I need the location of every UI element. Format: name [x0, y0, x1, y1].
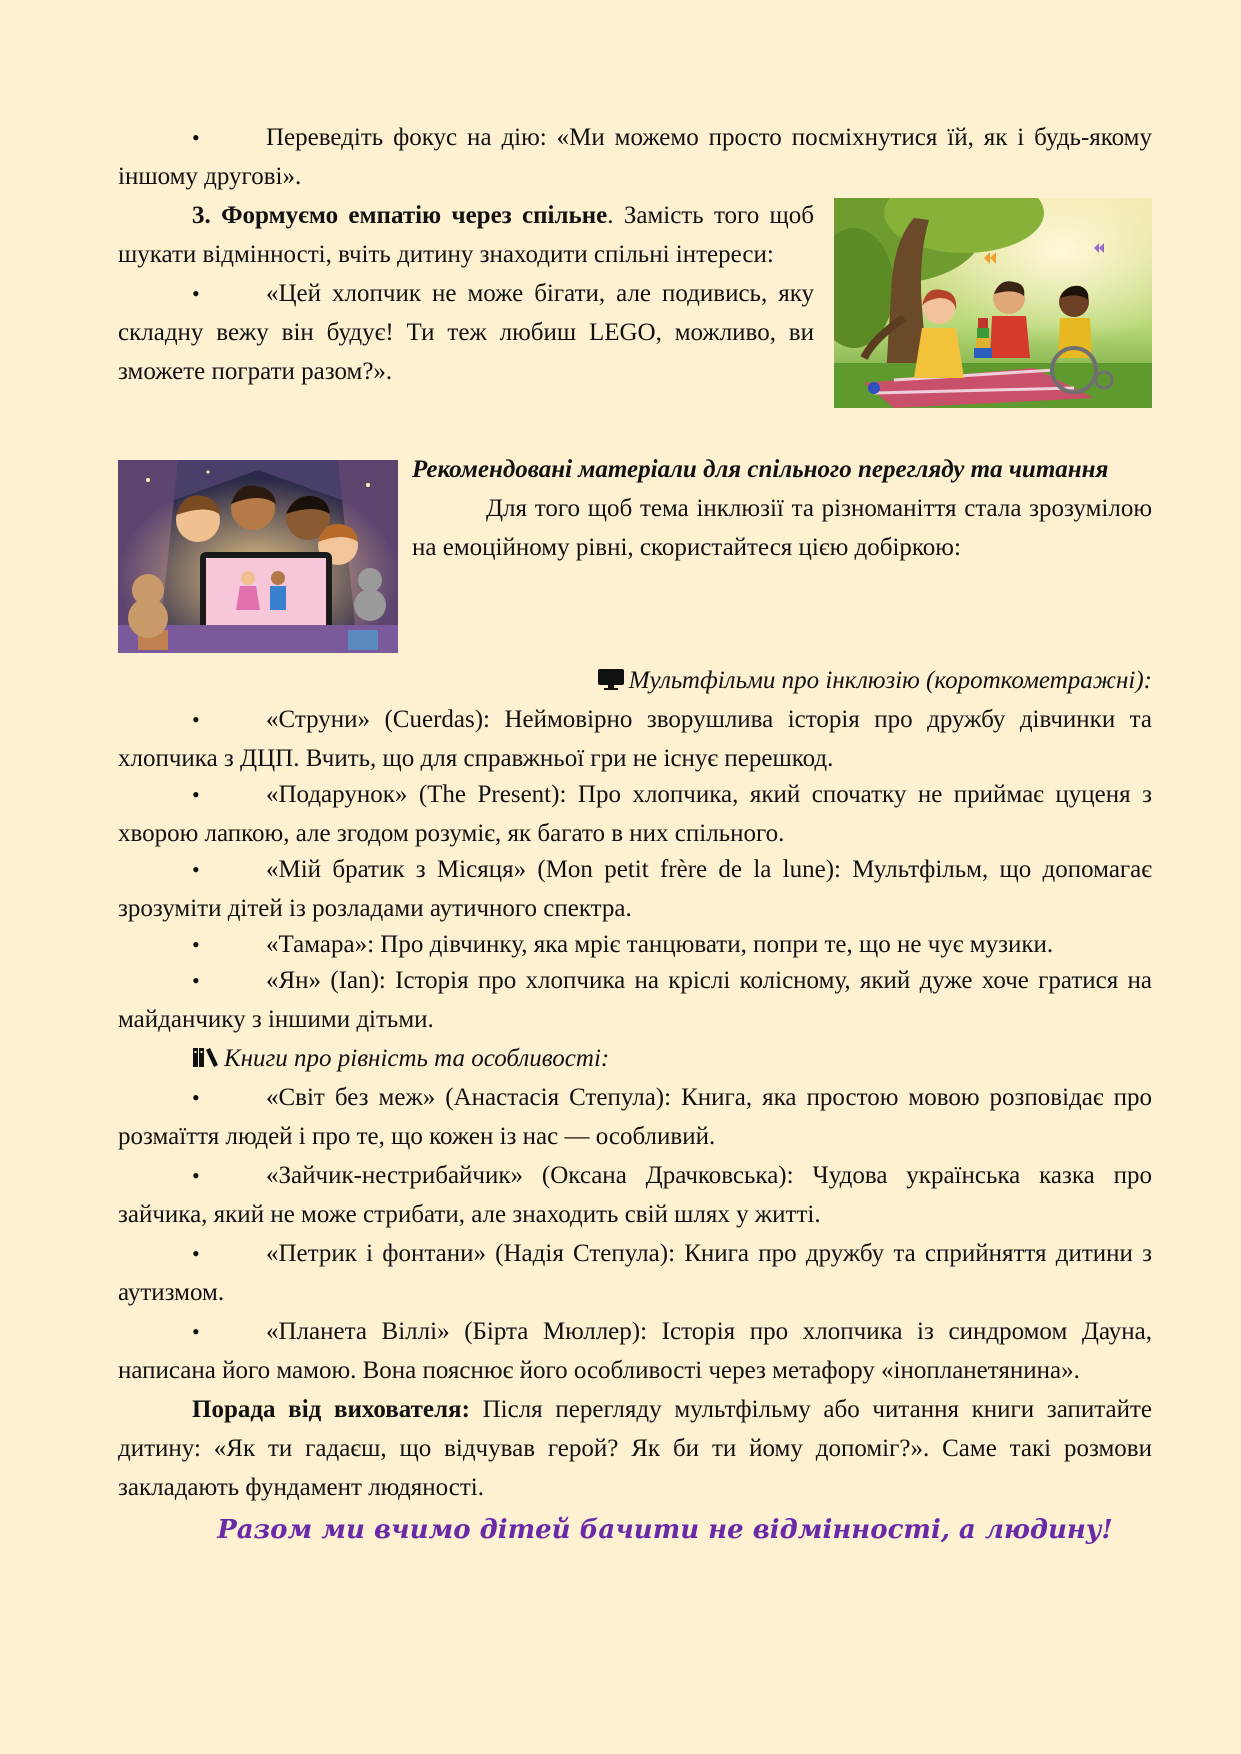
books-icon [192, 1045, 220, 1069]
bullet-dot: • [192, 1241, 200, 1266]
section3-bullet: • «Цей хлопчик не може бігати, але подивись, яку складну вежу він будує! Ти теж любиш LEGO, можливо, ви зможете пограти разом?». [118, 274, 1152, 391]
recommended-title: Рекомендовані матеріали для спільного перегляду та читання [412, 456, 1109, 483]
books-list [118, 1078, 1152, 1390]
section3-title: 3. Формуємо емпатію через спільне [192, 202, 608, 229]
page-content [118, 118, 1152, 1550]
bullet-dot: • [192, 782, 200, 807]
list-item: • «Подарунок» (The Present): Про хлопчика, який спочатку не приймає цуценя з хворою лапкою, але згодом розуміє, як багато в них спільного. [118, 775, 1152, 853]
cartoons-list [118, 700, 1152, 1039]
bullet-dot: • [192, 968, 200, 993]
list-item: • «Світ без меж» (Анастасія Степула): Книга, яка простою мовою розповідає про розмаїття людей і про те, що кожен із нас — особливий. [118, 1078, 1152, 1156]
bullet-dot: • [192, 1319, 200, 1344]
advice-paragraph: Порада від вихователя: Після перегляду мультфільму або читання книги запитайте дитину: «Як ти гадаєш, що відчував герой? Як би ти йому допоміг?». Саме такі розмови закладають фундамент людяності. [118, 1396, 1153, 1501]
advice-label: Порада від вихователя: [192, 1396, 470, 1423]
list-item: • «Петрик і фонтани» (Надія Степула): Книга про дружбу та сприйняття дитини з аутизмом. [118, 1234, 1152, 1312]
closing-slogan: Разом ми вчимо дітей бачити не відмінності, а людину! [217, 1515, 1113, 1545]
list-item: • «Ян» (Ian): Історія про хлопчика на кріслі колісному, який дуже хоче гратися на майданчику з іншими дітьми. [118, 961, 1152, 1039]
children-watching-cartoon-illustration [118, 460, 398, 653]
tv-icon [597, 667, 625, 691]
bullet-dot: • [192, 857, 200, 882]
intro-bullet: • Переведіть фокус на дію: «Ми можемо просто посміхнутися їй, як і будь-якому іншому другові». [118, 118, 1152, 196]
bullet-dot: • [192, 1163, 200, 1188]
bullet-dot: • [192, 707, 200, 732]
bullet-dot: • [192, 281, 200, 306]
list-item: • «Планета Віллі» (Бірта Мюллер): Історія про хлопчика із синдромом Дауна, написана його мамою. Вона пояснює його особливості через метафору «інопланетянина». [118, 1312, 1152, 1390]
list-item: • «Зайчик-нестрибайчик» (Оксана Драчковська): Чудова українська казка про зайчика, який не може стрибати, але знаходить свій шлях у житті. [118, 1156, 1152, 1234]
cartoons-heading: Мультфільми про інклюзію (короткометражні): [118, 661, 1152, 700]
list-item: • «Струни» (Cuerdas): Неймовірно зворушлива історія про дружбу дівчинки та хлопчика з ДЦП. Вчить, що для справжньої гри не існує перешкод. [118, 700, 1152, 778]
recommended-intro: Для того щоб тема інклюзії та різноманіття стала зрозумілою на емоційному рівні, скористайтеся цією добіркою: [412, 495, 1152, 561]
bullet-dot: • [192, 125, 200, 150]
bullet-dot: • [192, 1085, 200, 1110]
list-item: • «Тамара»: Про дівчинку, яка мріє танцювати, попри те, що не чує музики. [118, 925, 1152, 964]
list-item: • «Мій братик з Місяця» (Mon petit frère de la lune): Мультфільм, що допомагає зрозуміти дітей із розладами аутичного спектра. [118, 850, 1152, 928]
books-heading: Книги про рівність та особливості: [118, 1039, 1152, 1078]
section3-paragraph: 3. Формуємо емпатію через спільне. Замість того щоб шукати відмінності, вчіть дитину знаходити спільні інтереси: [118, 202, 814, 268]
bullet-dot: • [192, 932, 200, 957]
